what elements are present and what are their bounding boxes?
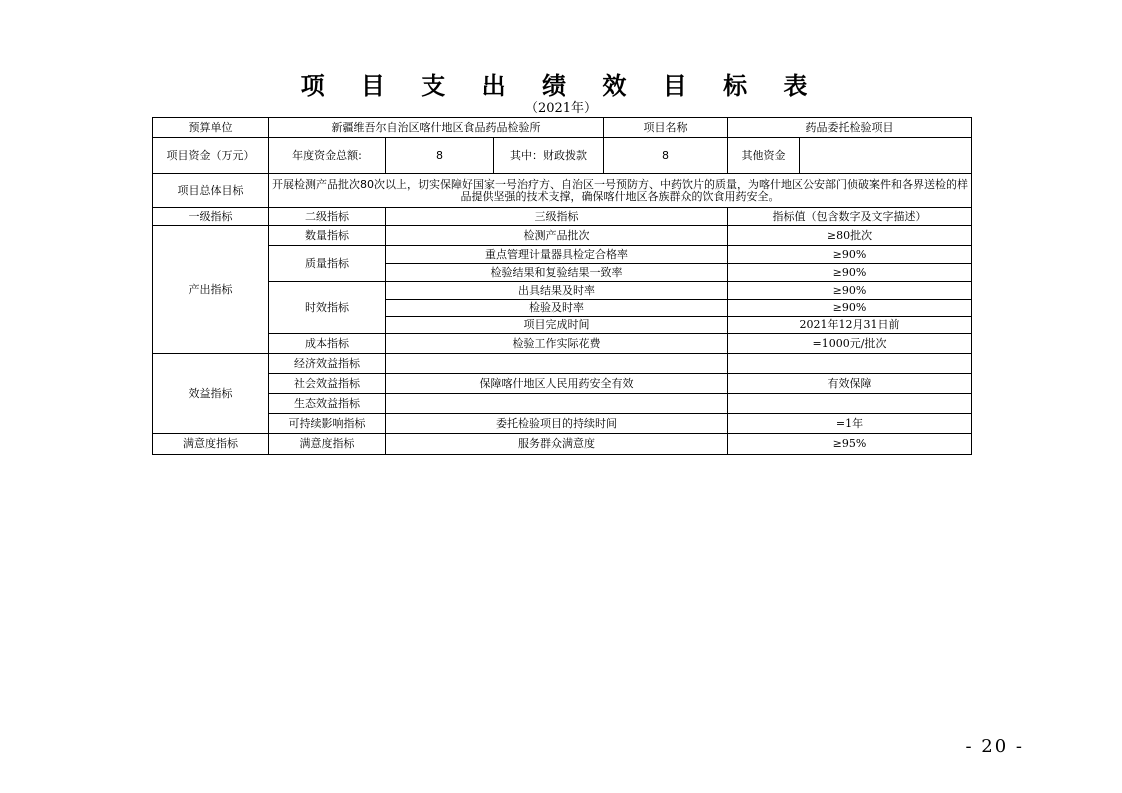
other-funds-value <box>800 138 972 174</box>
page-number: - 20 - <box>965 736 1024 757</box>
sustain-value: =1年 <box>728 414 972 434</box>
cost-value: =1000元/批次 <box>728 334 972 354</box>
other-funds-label: 其他资金 <box>728 138 800 174</box>
funds-row <box>153 138 972 174</box>
fiscal-funds-label: 其中：财政拨款 <box>494 138 604 174</box>
cost-level3: 检验工作实际花费 <box>386 334 728 354</box>
economic-level3 <box>386 354 728 374</box>
unit-label: 预算单位 <box>153 118 269 138</box>
quality-level2: 质量指标 <box>269 246 386 282</box>
satisfy-level2: 满意度指标 <box>269 434 386 455</box>
funds-label: 项目资金（万元） <box>153 138 269 174</box>
satisfy-level3: 服务群众满意度 <box>386 434 728 455</box>
quantity-value: ≥80批次 <box>728 226 972 246</box>
project-name-label: 项目名称 <box>604 118 728 138</box>
quality1-level3: 重点管理计量器具检定合格率 <box>386 246 728 264</box>
time3-value: 2021年12月31日前 <box>728 317 972 334</box>
value-header: 指标值（包含数字及文字描述） <box>728 208 972 226</box>
time-level2: 时效指标 <box>269 282 386 334</box>
table-row <box>153 282 972 300</box>
economic-value <box>728 354 972 374</box>
social-level2: 社会效益指标 <box>269 374 386 394</box>
quality1-value: ≥90% <box>728 246 972 264</box>
level2-header: 二级指标 <box>269 208 386 226</box>
table-row <box>153 414 972 434</box>
time2-level3: 检验及时率 <box>386 300 728 317</box>
annual-funds-value: 8 <box>386 138 494 174</box>
page-title: 项 目 支 出 绩 效 目 标 表 <box>300 72 822 100</box>
goal-text: 开展检测产品批次80次以上，切实保障好国家一号治疗方、自治区一号预防方、中药饮片的质量，为喀什地区公安部门侦破案件和各界送检的样品提供坚强的技术支撑，确保喀什地区各族群众的饮食用药安全。 <box>269 174 972 208</box>
social-level3: 保障喀什地区人民用药安全有效 <box>386 374 728 394</box>
time1-value: ≥90% <box>728 282 972 300</box>
year-subtitle: （2021年） <box>524 101 598 116</box>
table-row <box>153 334 972 354</box>
quantity-level2: 数量指标 <box>269 226 386 246</box>
table-row <box>153 374 972 394</box>
table-row <box>153 226 972 246</box>
header-row <box>153 118 972 138</box>
table-row <box>153 354 972 374</box>
time1-level3: 出具结果及时率 <box>386 282 728 300</box>
table-row <box>153 394 972 414</box>
table-row <box>153 246 972 264</box>
fiscal-funds-value: 8 <box>604 138 728 174</box>
goal-row <box>153 174 972 208</box>
output-group-label: 产出指标 <box>153 226 269 354</box>
table-row <box>153 434 972 455</box>
eco-value <box>728 394 972 414</box>
satisfy-value: ≥95% <box>728 434 972 455</box>
goal-label: 项目总体目标 <box>153 174 269 208</box>
quality2-value: ≥90% <box>728 264 972 282</box>
eco-level3 <box>386 394 728 414</box>
column-header-row <box>153 208 972 226</box>
time3-level3: 项目完成时间 <box>386 317 728 334</box>
time2-value: ≥90% <box>728 300 972 317</box>
quality2-level3: 检验结果和复验结果一致率 <box>386 264 728 282</box>
level1-header: 一级指标 <box>153 208 269 226</box>
sustain-level2: 可持续影响指标 <box>269 414 386 434</box>
project-name-value: 药品委托检验项目 <box>728 118 972 138</box>
quantity-level3: 检测产品批次 <box>386 226 728 246</box>
eco-level2: 生态效益指标 <box>269 394 386 414</box>
economic-level2: 经济效益指标 <box>269 354 386 374</box>
cost-level2: 成本指标 <box>269 334 386 354</box>
sustain-level3: 委托检验项目的持续时间 <box>386 414 728 434</box>
satisfaction-group-label: 满意度指标 <box>153 434 269 455</box>
level3-header: 三级指标 <box>386 208 728 226</box>
benefit-group-label: 效益指标 <box>153 354 269 434</box>
social-value: 有效保障 <box>728 374 972 394</box>
annual-funds-label: 年度资金总额: <box>269 138 386 174</box>
performance-table <box>152 117 972 455</box>
unit-value: 新疆维吾尔自治区喀什地区食品药品检验所 <box>269 118 604 138</box>
